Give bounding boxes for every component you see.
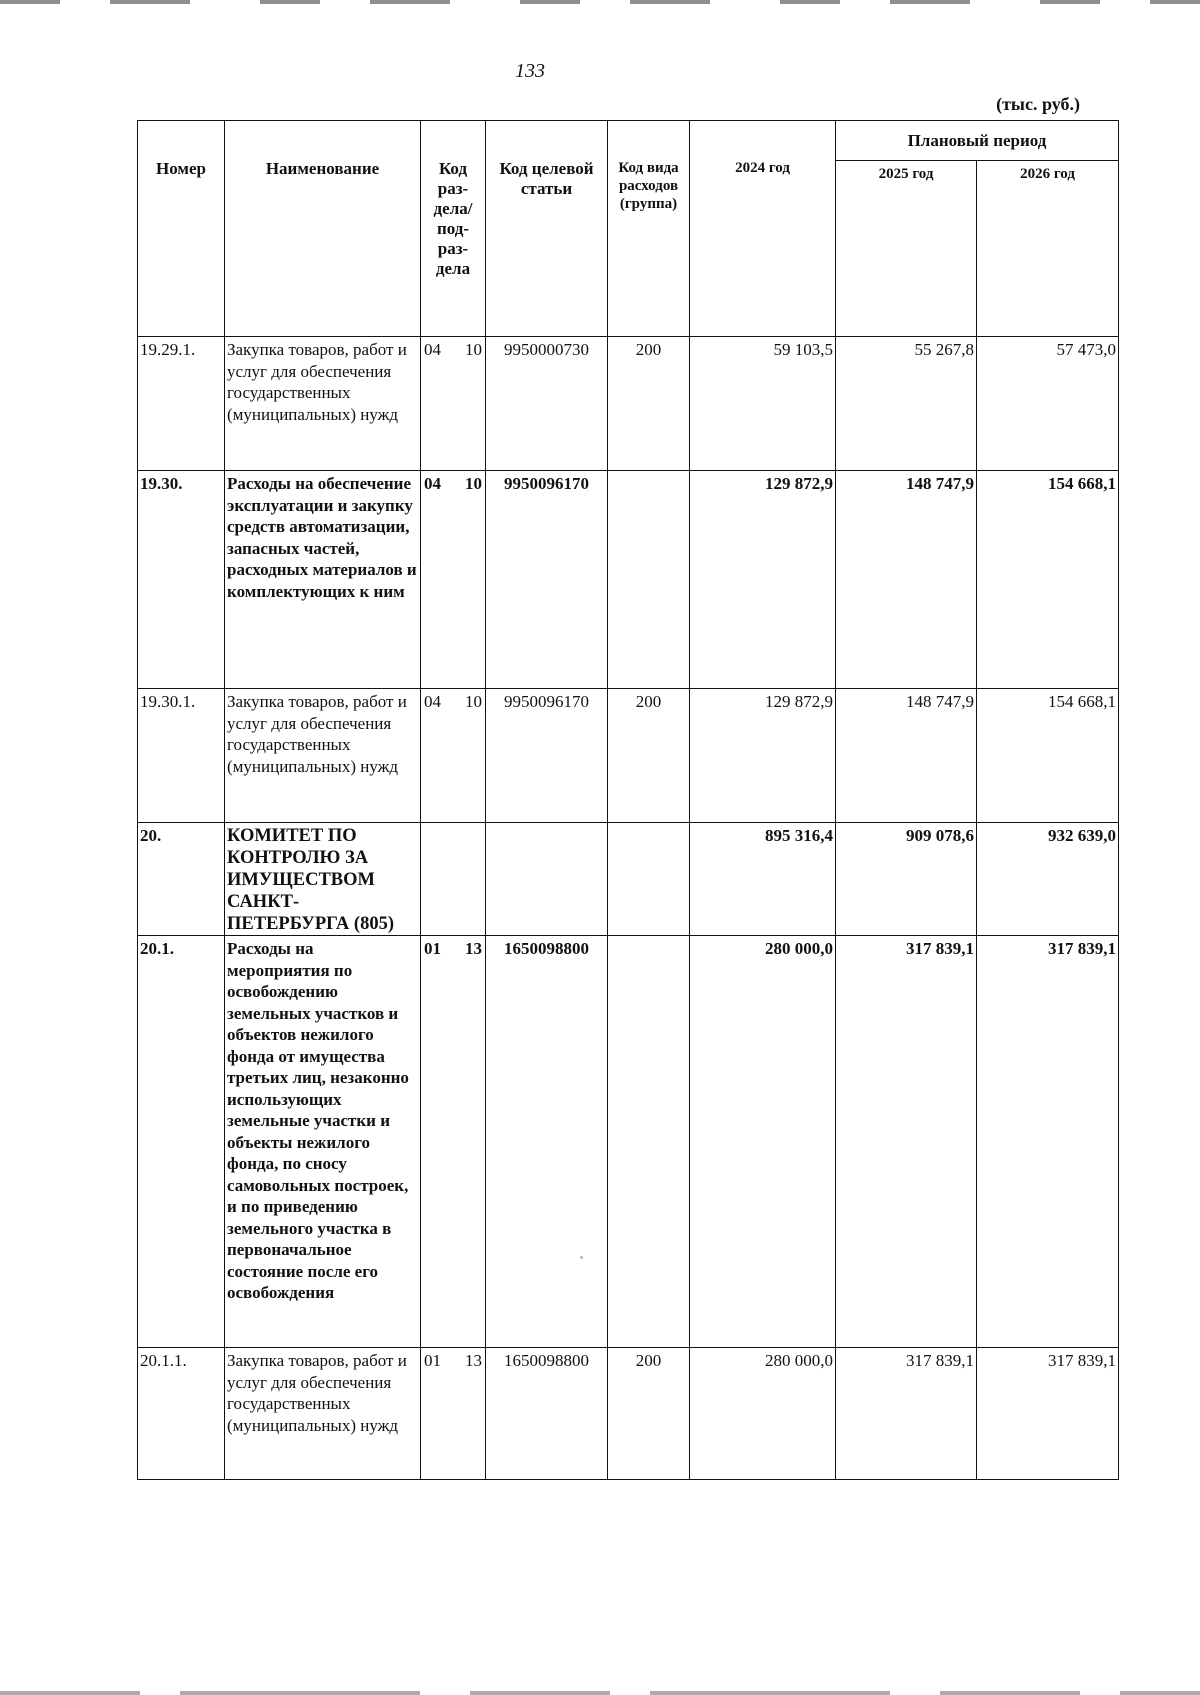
subsection-code: 13 (465, 939, 482, 958)
row-section-code (421, 471, 486, 689)
row-name: Закупка товаров, работ и услуг для обеспечения государственных (муниципальных) нужд (225, 1348, 421, 1480)
row-number: 20.1.1. (138, 1348, 225, 1480)
row-value-2025: 909 078,6 (836, 823, 977, 936)
section-code: 04 (424, 474, 441, 493)
row-target-code: 9950096170 (486, 471, 608, 689)
row-expense-type (608, 471, 690, 689)
row-value-2026: 57 473,0 (977, 337, 1119, 471)
row-value-2025: 317 839,1 (836, 936, 977, 1348)
row-section-code (421, 936, 486, 1348)
page-number: 133 (515, 60, 545, 82)
header-row-1 (138, 121, 1119, 161)
table-row (138, 471, 1119, 689)
table-header (138, 121, 1119, 337)
row-section-code (421, 1348, 486, 1480)
row-value-2025: 148 747,9 (836, 689, 977, 823)
row-value-2024: 895 316,4 (690, 823, 836, 936)
row-name: КОМИТЕТ ПО КОНТРОЛЮ ЗА ИМУЩЕСТВОМ САНКТ-ПЕТЕРБУРГА (805) (225, 823, 421, 936)
table-row (138, 823, 1119, 936)
row-number: 19.30. (138, 471, 225, 689)
subsection-code: 10 (465, 340, 482, 359)
row-expense-type (608, 823, 690, 936)
row-section-code (421, 823, 486, 936)
row-value-2025: 148 747,9 (836, 471, 977, 689)
row-number: 20. (138, 823, 225, 936)
section-code: 04 (424, 692, 441, 711)
subsection-code: 10 (465, 692, 482, 711)
row-name: Закупка товаров, работ и услуг для обеспечения государственных (муниципальных) нужд (225, 337, 421, 471)
scan-speck (580, 1256, 583, 1259)
header-year-2025: 2025 год (836, 161, 977, 337)
units-label: (тыс. руб.) (996, 94, 1080, 114)
row-expense-type: 200 (608, 689, 690, 823)
table-row (138, 689, 1119, 823)
row-value-2025: 55 267,8 (836, 337, 977, 471)
row-value-2026: 317 839,1 (977, 936, 1119, 1348)
scan-top-edge (0, 0, 1200, 4)
row-value-2026: 154 668,1 (977, 471, 1119, 689)
row-value-2025: 317 839,1 (836, 1348, 977, 1480)
row-value-2026: 317 839,1 (977, 1348, 1119, 1480)
row-name: Расходы на обеспечение эксплуатации и закупку средств автоматизации, запасных частей, расходных материалов и комплектующих к ним (225, 471, 421, 689)
row-target-code: 1650098800 (486, 936, 608, 1348)
row-target-code (486, 823, 608, 936)
table-body (138, 337, 1119, 1480)
subsection-code: 13 (465, 1351, 482, 1370)
header-name: Наименование (225, 121, 421, 337)
row-expense-type: 200 (608, 337, 690, 471)
header-section-code: Код раз-дела/ под-раз-дела (421, 121, 486, 337)
section-code: 01 (424, 939, 441, 958)
row-expense-type: 200 (608, 1348, 690, 1480)
row-target-code: 9950096170 (486, 689, 608, 823)
scan-bottom-edge (0, 1691, 1200, 1695)
header-expense-type-code: Код вида расходов (группа) (608, 121, 690, 337)
row-target-code: 1650098800 (486, 1348, 608, 1480)
row-value-2024: 280 000,0 (690, 1348, 836, 1480)
row-target-code: 9950000730 (486, 337, 608, 471)
header-year-2024: 2024 год (690, 121, 836, 337)
row-expense-type (608, 936, 690, 1348)
row-value-2026: 932 639,0 (977, 823, 1119, 936)
header-number: Номер (138, 121, 225, 337)
table-row (138, 1348, 1119, 1480)
row-name: Расходы на мероприятия по освобождению земельных участков и объектов нежилого фонда от имущества третьих лиц, незаконно использующих земельные участки и объекты нежилого фонда, по сносу самовольных построек, и по приведению земельного участка в первоначальное состояние после его освобождения (225, 936, 421, 1348)
header-year-2026: 2026 год (977, 161, 1119, 337)
subsection-code: 10 (465, 474, 482, 493)
table-row (138, 936, 1119, 1348)
section-code: 04 (424, 340, 441, 359)
row-number: 20.1. (138, 936, 225, 1348)
row-number: 19.29.1. (138, 337, 225, 471)
row-section-code (421, 337, 486, 471)
row-value-2024: 129 872,9 (690, 471, 836, 689)
section-code: 01 (424, 1351, 441, 1370)
budget-table (137, 120, 1119, 1480)
row-name: Закупка товаров, работ и услуг для обеспечения государственных (муниципальных) нужд (225, 689, 421, 823)
row-value-2024: 129 872,9 (690, 689, 836, 823)
header-planning-period: Плановый период (836, 121, 1119, 161)
header-target-code: Код целевой статьи (486, 121, 608, 337)
row-value-2024: 280 000,0 (690, 936, 836, 1348)
table-row (138, 337, 1119, 471)
row-value-2024: 59 103,5 (690, 337, 836, 471)
row-section-code (421, 689, 486, 823)
row-number: 19.30.1. (138, 689, 225, 823)
row-value-2026: 154 668,1 (977, 689, 1119, 823)
